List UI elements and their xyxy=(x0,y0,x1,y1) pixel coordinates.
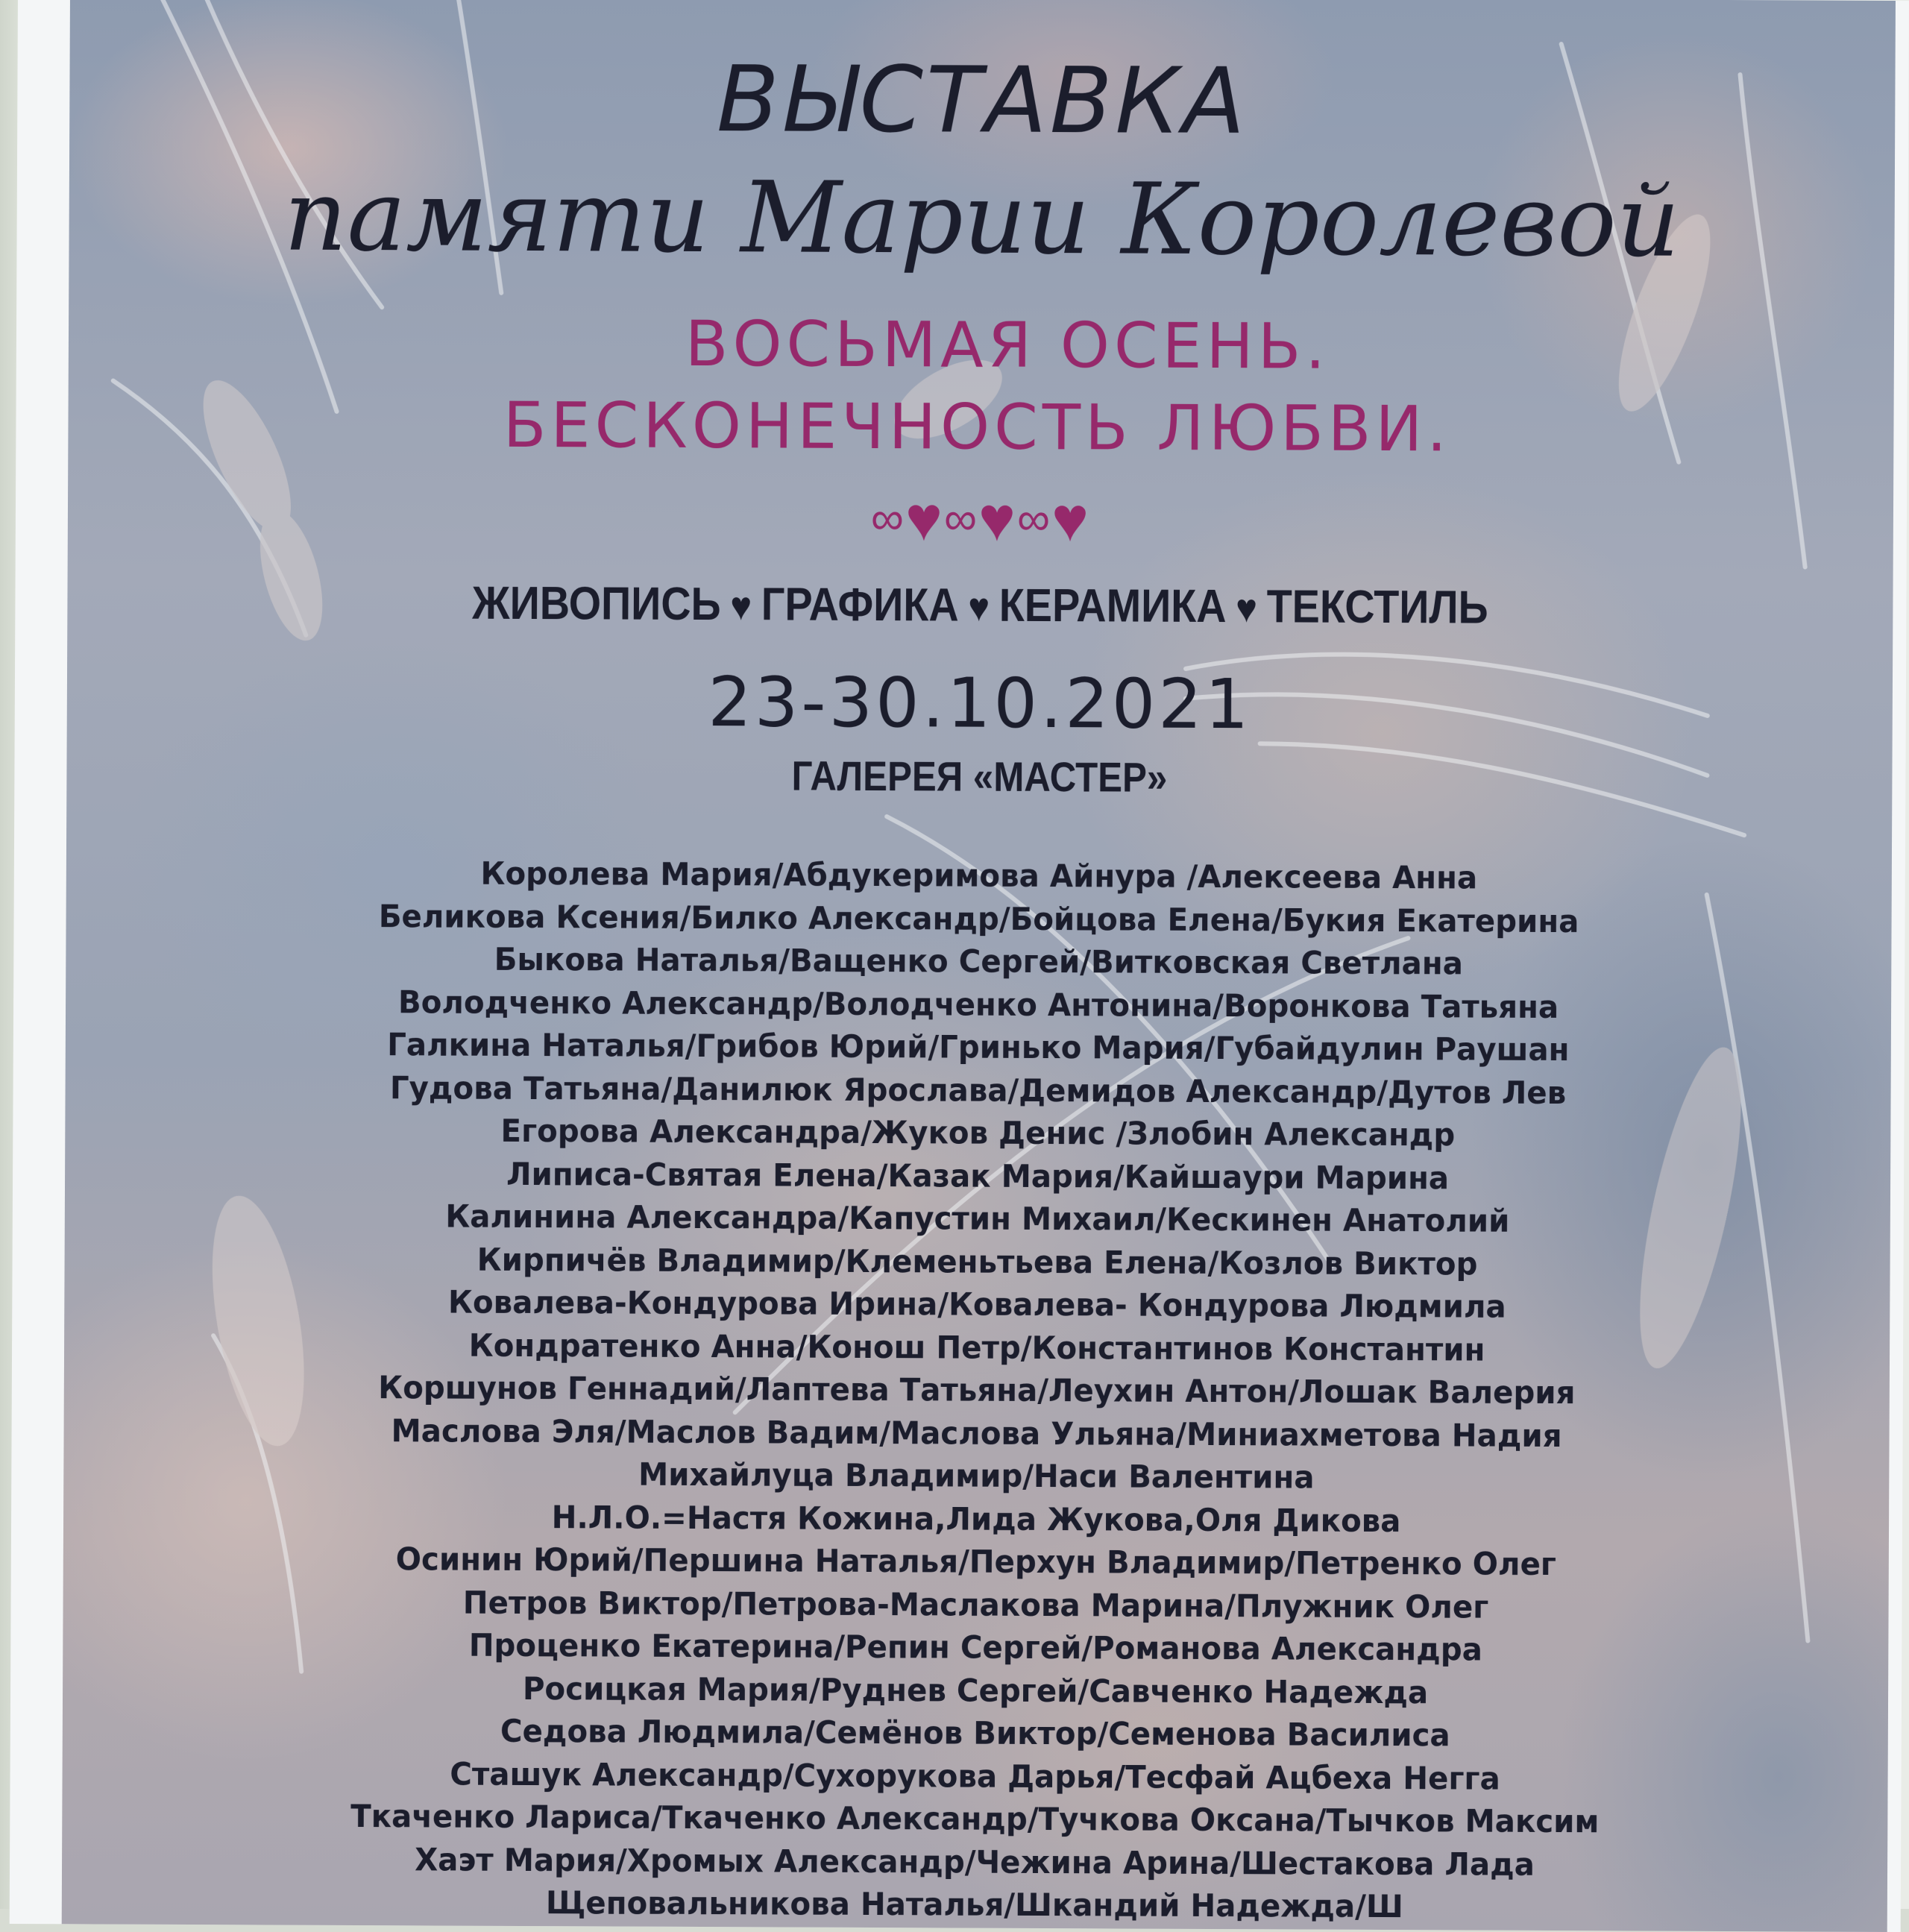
participants-line: Михайлуца Владимир/Наси Валентина xyxy=(638,1456,1315,1496)
category-graphics: ГРАФИКА xyxy=(761,579,959,632)
participants-line: Володченко Александр/Володченко Антонина/Воронкова Татьяна xyxy=(397,983,1559,1025)
participants-line: Ковалева-Кондурова Ирина/Ковалева- Кондурова Людмила xyxy=(447,1283,1506,1325)
participants-line: Коршунов Геннадий/Лаптева Татьяна/Леухин Антон/Лошак Валерия xyxy=(378,1369,1576,1412)
participants-line: Петров Виктор/Петрова-Маслакова Марина/Плужник Олег xyxy=(462,1584,1489,1626)
infinity-icon: ∞ xyxy=(943,493,979,545)
participants-line: Щеповальникова Наталья/Шкандий Надежда/Ш xyxy=(545,1884,1403,1925)
participants-line: Быкова Наталья/Ващенко Сергей/Витковская Светлана xyxy=(494,940,1464,982)
infinity-icon: ∞ xyxy=(870,492,906,545)
exhibition-dates: 23-30.10.2021 xyxy=(708,662,1252,745)
participants-line: Хаэт Мария/Хромых Александр/Чежина Арина/Шестакова Лада xyxy=(415,1840,1535,1883)
poster-artwork xyxy=(62,0,1896,1932)
heart-icon: ♥ xyxy=(730,584,752,629)
poster-sheet xyxy=(10,0,1909,1932)
participants-line: Сташук Александр/Сухорукова Дарья/Тесфай Ацбеха Негга xyxy=(450,1755,1500,1797)
category-textile: ТЕКСТИЛЬ xyxy=(1266,581,1488,634)
ornament-row xyxy=(68,483,1893,554)
participants-line: Седова Людмила/Семёнов Виктор/Семенова Василиса xyxy=(500,1712,1450,1754)
participants-line: Кирпичёв Владимир/Клеменьтьева Елена/Козлов Виктор xyxy=(477,1241,1478,1283)
participants-line: Гудова Татьяна/Данилюк Ярослава/Демидов Александр/Дутов Лев xyxy=(389,1069,1567,1111)
title-memorial: памяти Марии Королевой xyxy=(283,158,1681,280)
participants-line: Калинина Александра/Капустин Михаил/Кескинен Анатолий xyxy=(445,1198,1510,1239)
heart-icon: ♥ xyxy=(1051,484,1091,555)
heart-icon: ♥ xyxy=(1236,586,1258,632)
title-exhibition: ВЫСТАВКА xyxy=(716,46,1248,155)
participants-line: Проценко Екатерина/Репин Сергей/Романова Александра xyxy=(468,1626,1482,1668)
art-categories xyxy=(159,579,1802,633)
participants-line: Королева Мария/Абдукеримова Айнура /Алексеева Анна xyxy=(480,855,1478,896)
infinity-icon: ∞ xyxy=(1016,493,1052,546)
participants-line: Осинин Юрий/Першина Наталья/Перхун Владимир/Петренко Олег xyxy=(395,1541,1557,1583)
category-painting: ЖИВОПИСЬ xyxy=(472,577,721,631)
participants-line: Галкина Наталья/Грибов Юрий/Гринько Мария/Губайдулин Раушан xyxy=(387,1026,1570,1069)
participants-line: Маслова Эля/Маслов Вадим/Маслова Ульяна/Миниахметова Надия xyxy=(391,1412,1562,1454)
participants-line: Н.Л.О.=Настя Кожина,Лида Жукова,Оля Дикова xyxy=(551,1498,1401,1539)
participants-line: Беликова Ксения/Билко Александр/Бойцова Елена/Букия Екатерина xyxy=(378,897,1579,940)
category-ceramics: КЕРАМИКА xyxy=(998,579,1227,633)
participants-line: Егорова Александра/Жуков Денис /Злобин Александр xyxy=(500,1112,1456,1154)
participants-line: Ткаченко Лариса/Ткаченко Александр/Тучкова Оксана/Тычков Максим xyxy=(350,1797,1600,1840)
heart-icon: ♥ xyxy=(978,483,1018,554)
heart-icon: ♥ xyxy=(968,585,990,630)
participants-line: Росицкая Мария/Руднев Сергей/Савченко Надежда xyxy=(522,1670,1429,1711)
participants-list xyxy=(62,850,1892,1930)
subtitle-infinity-of-love: БЕСКОНЕЧНОСТЬ ЛЮБВИ. xyxy=(503,388,1452,466)
participants-line: Кондратенко Анна/Конош Петр/Константинов Константин xyxy=(468,1327,1485,1368)
participants-line: Липиса-Святая Елена/Казак Мария/Кайшаури Марина xyxy=(506,1155,1450,1196)
poster-content xyxy=(62,0,1896,1932)
gallery-venue: ГАЛЕРЕЯ «МАСТЕР» xyxy=(791,752,1168,801)
subtitle-eighth-autumn: ВОСЬМАЯ ОСЕНЬ. xyxy=(685,306,1330,383)
heart-icon: ♥ xyxy=(905,483,945,554)
